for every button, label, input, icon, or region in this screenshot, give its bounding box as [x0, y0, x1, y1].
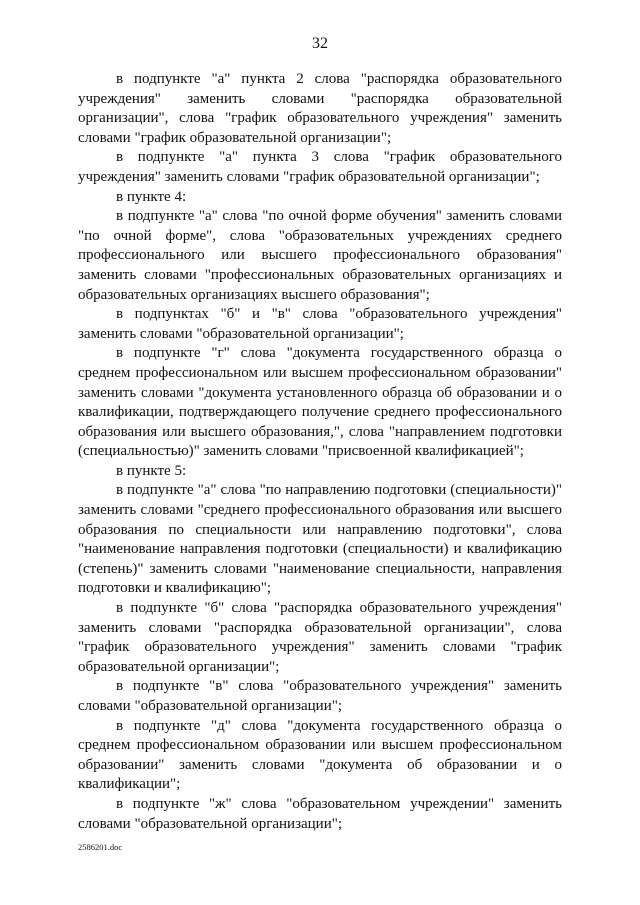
paragraph: в пункте 5:: [116, 462, 187, 479]
paragraph: в подпункте "в" слова "образовательного учреждения" заменить словами "образовательной организации";: [78, 678, 562, 714]
paragraph: в подпункте "а" слова "по направлению подготовки (специальности)" заменить словами "среднего профессионального образования или высшего образования по специальности или направлению подготовки", слова "наименование направления подготовки (специальности) и квалификацию (степень)" заменить словами "наименование специальности, направления подготовки и квалификацию";: [78, 482, 562, 597]
paragraph: в подпункте "а" пункта 3 слова "график образовательного учреждения" заменить словами "график образовательной организации";: [78, 149, 562, 185]
paragraph: в подпункте "б" слова "распорядка образовательного учреждения" заменить словами "распорядка образовательной организации", слова "график образовательного учреждения" заменить словами "график образовательной организации";: [78, 600, 562, 675]
paragraph: в подпункте "а" слова "по очной форме обучения" заменить словами "по очной форме", слова "образовательных учреждениях среднего профессионального или высшего профессионального образования" заменить словами "профессиональных образовательных организациях и образовательных организациях высшего образования";: [78, 208, 562, 303]
document-body: [78, 70, 562, 834]
footer-filename: 2586201.doc: [78, 842, 123, 852]
paragraph: в подпункте "д" слова "документа государственного образца о среднем профессиональном образовании или высшем профессиональном образовании" заменить словами "документа об образовании и о квалификации";: [78, 717, 562, 793]
paragraph: в подпункте "г" слова "документа государственного образца о среднем профессиональном или высшем профессиональном образовании" заменить словами "документа установленного образца об образовании и о квалификации, подтверждающего получение среднего профессионального образования или высшего образования,", слова "направлением подготовки (специальностью)" заменить словами "присвоенной квалификацией";: [78, 345, 562, 460]
paragraph: в подпункте "а" пункта 2 слова "распорядка образовательного учреждения" заменить словами "распорядка образовательной организации", слова "график образовательного учреждения" заменить словами "график образовательной организации";: [78, 71, 562, 146]
paragraph: в пункте 4:: [116, 188, 187, 205]
paragraph: в подпункте "ж" слова "образовательном учреждении" заменить словами "образовательной организации";: [78, 795, 562, 832]
page-number: 32: [312, 35, 328, 52]
paragraph: в подпунктах "б" и "в" слова "образовательного учреждения" заменить словами "образовательной организации";: [78, 306, 562, 342]
